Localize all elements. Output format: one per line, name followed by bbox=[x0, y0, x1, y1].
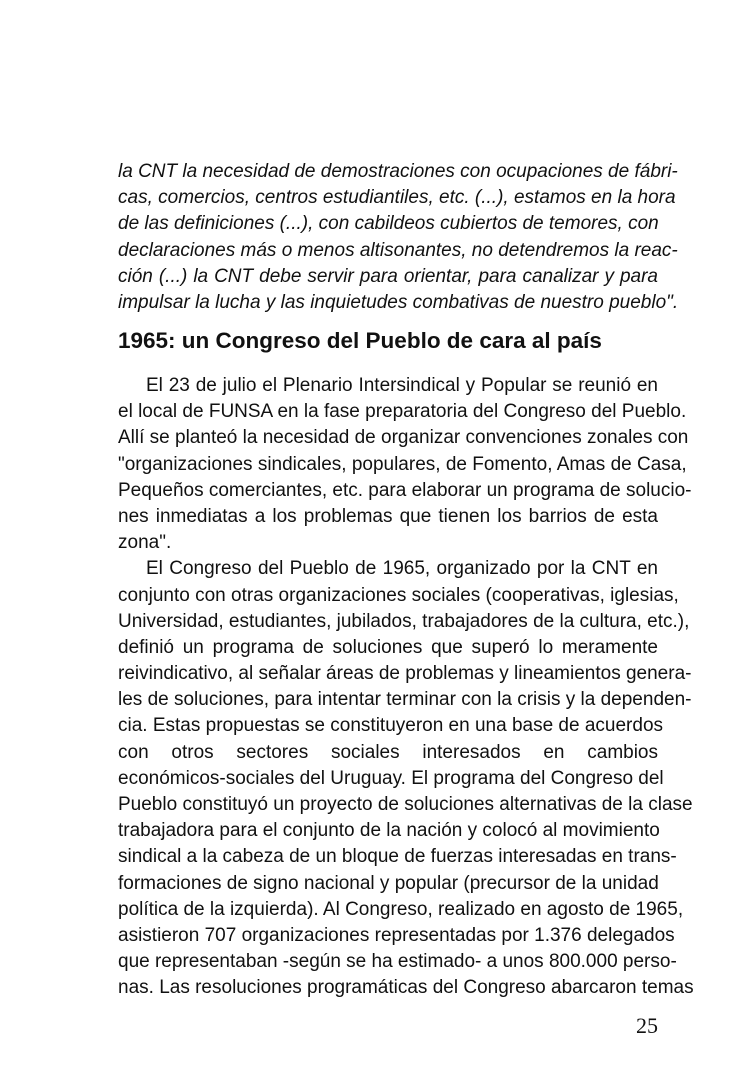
paragraph-line: les de soluciones, para intentar terminar con la crisis y la dependen- bbox=[118, 689, 692, 711]
paragraph-line: Universidad, estudiantes, jubilados, trabajadores de la cultura, etc.), bbox=[118, 610, 690, 632]
quote-line: impulsar la lucha y las inquietudes combativas de nuestro pueblo". bbox=[118, 291, 679, 313]
paragraph-line: económicos-sociales del Uruguay. El programa del Congreso del bbox=[118, 767, 664, 789]
paragraph-line: con otros sectores sociales interesados en cambios bbox=[118, 741, 658, 763]
paragraph-line: cia. Estas propuestas se constituyeron en una base de acuerdos bbox=[118, 715, 664, 737]
paragraph-line: nas. Las resoluciones programáticas del Congreso abarcaron temas bbox=[118, 977, 694, 999]
paragraph-line: Allí se planteó la necesidad de organizar convenciones zonales con bbox=[118, 427, 689, 449]
paragraph-line: nes inmediatas a los problemas que tienen los barrios de esta bbox=[118, 505, 658, 527]
quote-block bbox=[118, 159, 679, 316]
quote-line: ción (...) la CNT debe servir para orientar, para canalizar y para bbox=[118, 265, 658, 287]
quote-line: cas, comercios, centros estudiantiles, etc. (...), estamos en la hora bbox=[118, 187, 676, 209]
paragraph-line: trabajadora para el conjunto de la nación y colocó al movimiento bbox=[118, 820, 660, 842]
body-text bbox=[118, 373, 694, 1002]
paragraph-line: formaciones de signo nacional y popular (precursor de la unidad bbox=[118, 872, 659, 894]
paragraph-line: Pueblo constituyó un proyecto de soluciones alternativas de la clase bbox=[118, 794, 693, 815]
paragraph-line: El 23 de julio el Plenario Intersindical y Popular se reunió en bbox=[146, 375, 658, 396]
paragraph-line: definió un programa de soluciones que superó lo meramente bbox=[118, 636, 658, 658]
paragraph-line: política de la izquierda). Al Congreso, realizado en agosto de 1965, bbox=[118, 898, 684, 920]
paragraph-line: El Congreso del Pueblo de 1965, organizado por la CNT en bbox=[146, 558, 658, 580]
page-number: 25 bbox=[636, 1013, 658, 1038]
paragraph-line: Pequeños comerciantes, etc. para elaborar un programa de solucio- bbox=[118, 479, 692, 501]
paragraph-line: que representaban -según se ha estimado- a unos 800.000 perso- bbox=[118, 951, 677, 973]
paragraph-line: conjunto con otras organizaciones sociales (cooperativas, iglesias, bbox=[118, 584, 679, 606]
paragraph-line: sindical a la cabeza de un bloque de fuerzas interesadas en trans- bbox=[118, 846, 677, 868]
paragraph-line: asistieron 707 organizaciones representadas por 1.376 delegados bbox=[118, 924, 675, 946]
quote-line: de las definiciones (...), con cabildeos cubiertos de temores, con bbox=[118, 213, 659, 235]
paragraph-line: "organizaciones sindicales, populares, de Fomento, Amas de Casa, bbox=[118, 453, 687, 475]
quote-line: declaraciones más o menos altisonantes, no detendremos la reac- bbox=[118, 239, 678, 261]
paragraph-line: zona". bbox=[118, 532, 172, 554]
paragraph-line: reivindicativo, al señalar áreas de problemas y lineamientos genera- bbox=[118, 663, 692, 685]
section-heading: 1965: un Congreso del Pueblo de cara al país bbox=[118, 328, 602, 353]
paragraph-line: el local de FUNSA en la fase preparatoria del Congreso del Pueblo. bbox=[118, 401, 687, 423]
quote-line: la CNT la necesidad de demostraciones con ocupaciones de fábri- bbox=[118, 161, 678, 182]
